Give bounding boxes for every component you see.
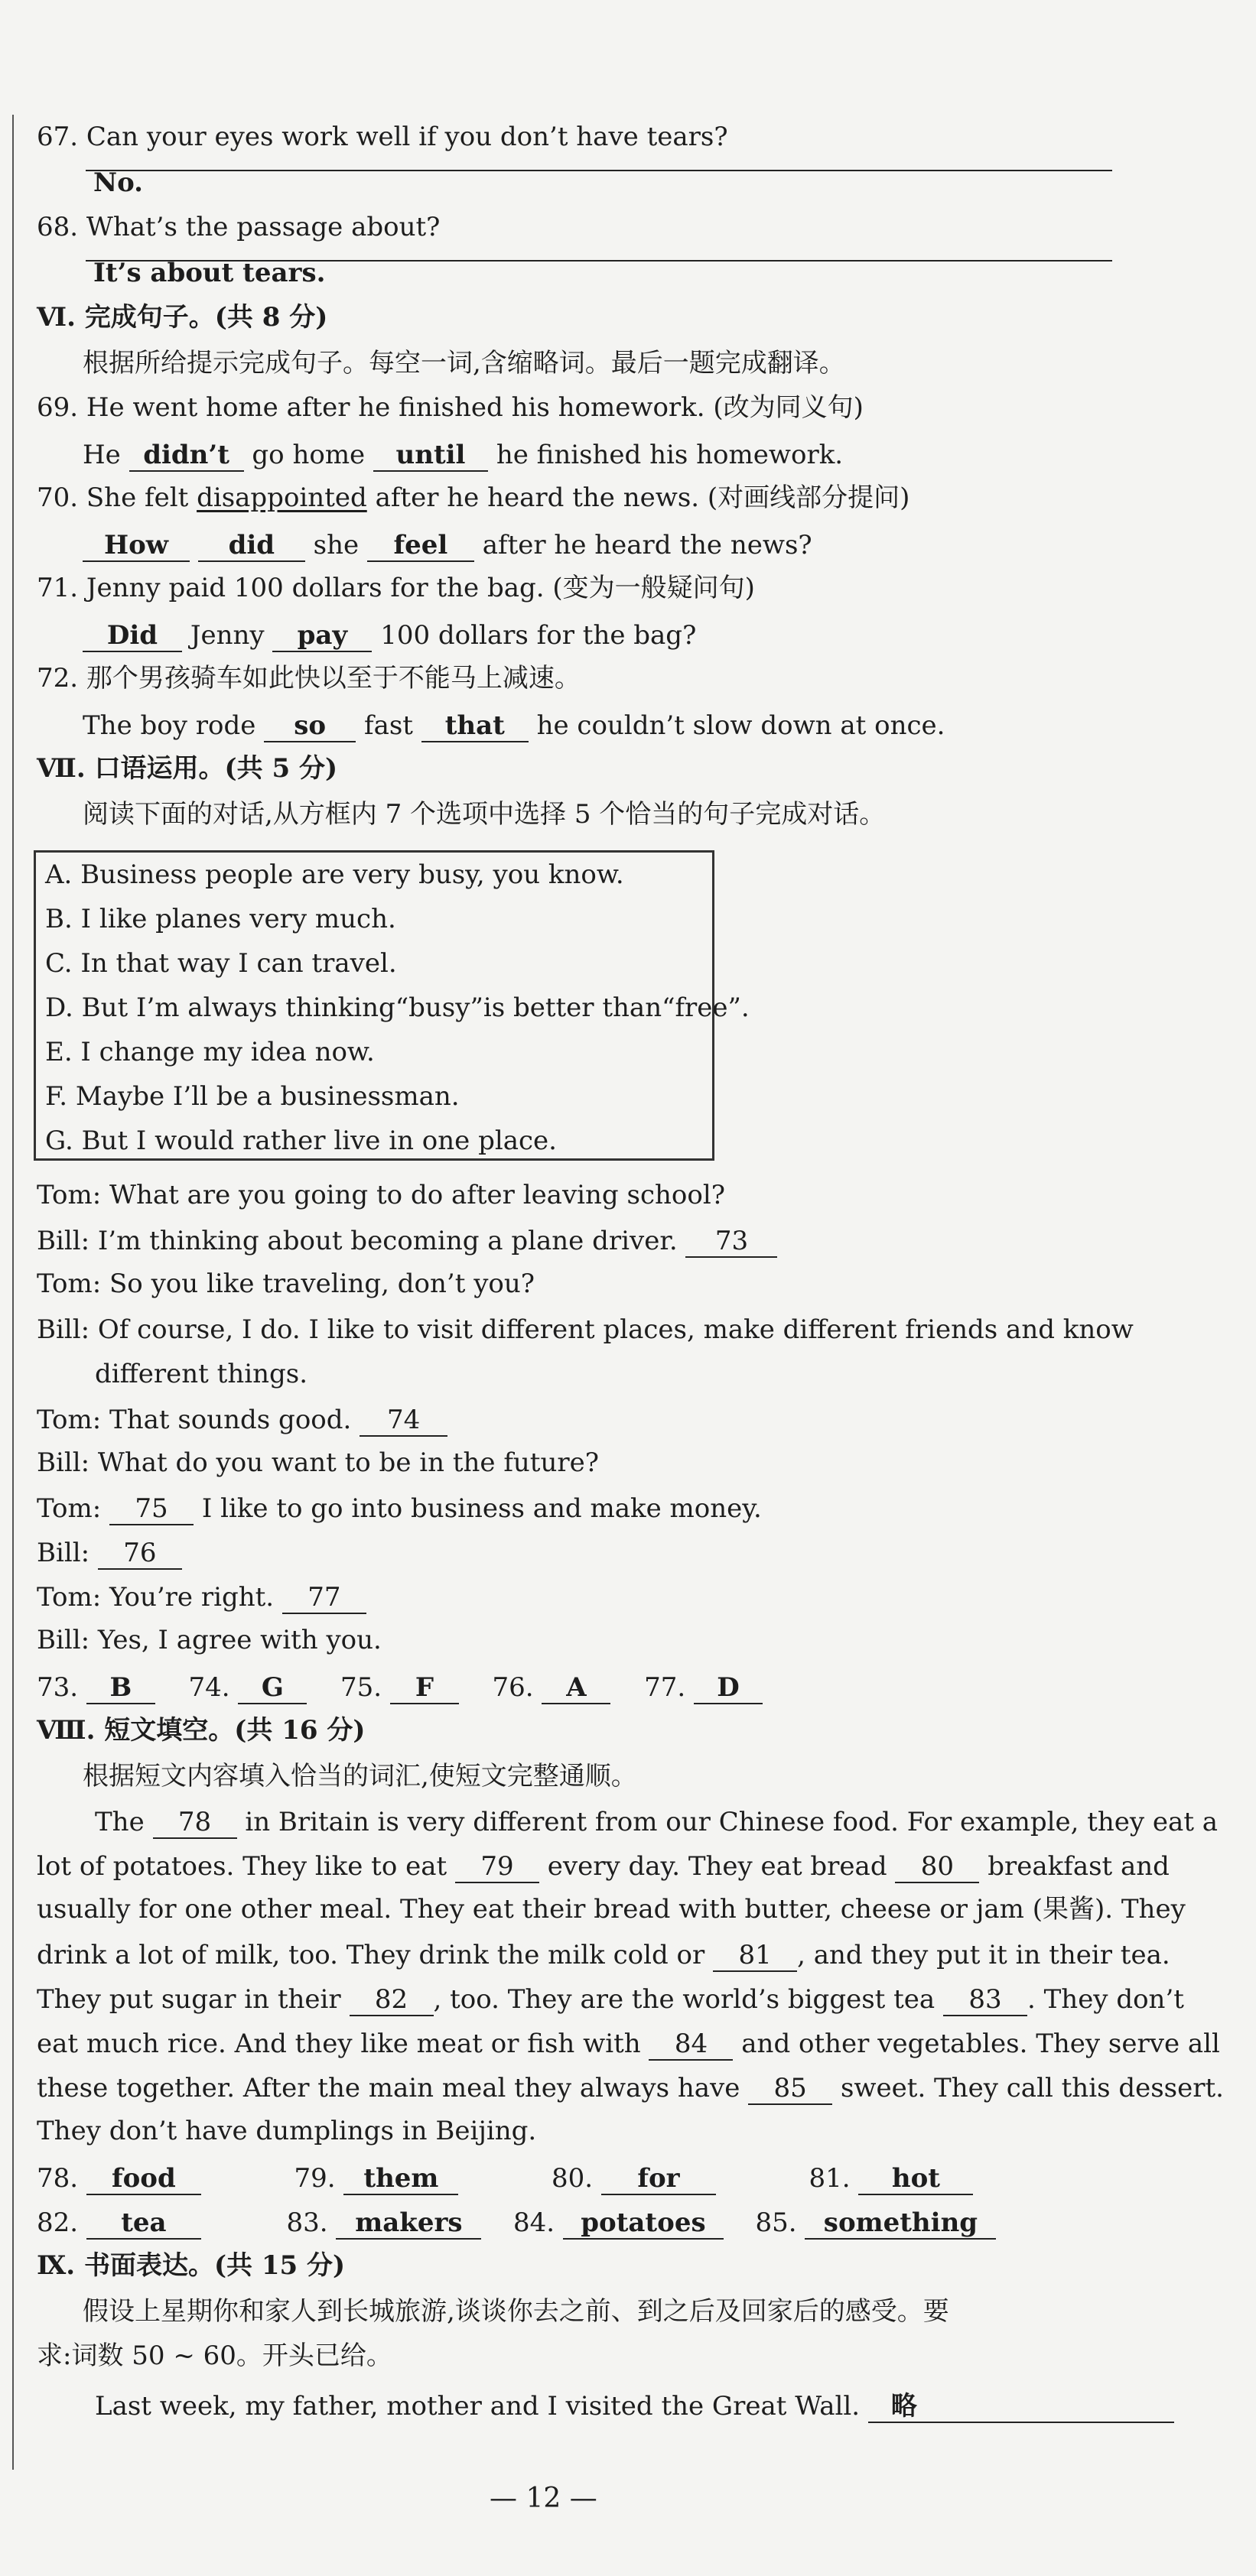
margin-line (12, 115, 14, 2470)
section-8-title: Ⅷ. 短文填空。(共 16 分) (37, 1715, 366, 1746)
blank: 82 (350, 1985, 434, 2016)
option-b: B. I like planes very much. (45, 904, 396, 934)
writing-answer: 略 (868, 2392, 1174, 2423)
blank: 81 (713, 1941, 797, 1972)
option-f: F. Maybe I’ll be a businessman. (45, 1081, 460, 1112)
answer: them (343, 2164, 458, 2195)
dialog-line: Tom: So you like traveling, don’t you? (37, 1269, 535, 1299)
answer: B (86, 1673, 155, 1704)
text: every day. They eat bread (547, 1851, 887, 1882)
answer-number: 76. (492, 1672, 534, 1703)
answer: potatoes (563, 2208, 724, 2240)
answer-number: 85. (755, 2207, 797, 2238)
options-box (34, 850, 750, 1161)
blank: pay (272, 621, 372, 652)
question-68 (37, 214, 440, 240)
answer-69 (83, 440, 843, 472)
text: He (83, 440, 121, 470)
answers-7 (37, 1673, 763, 1704)
underlined-word: disappointed (197, 482, 367, 513)
answers-8-row-1 (37, 2164, 973, 2195)
answers-8-row-2 (37, 2208, 996, 2240)
option-d: D. But I’m always thinking“busy”is better than“free”. (45, 992, 750, 1023)
answer: makers (336, 2208, 481, 2240)
answer-71 (83, 621, 696, 652)
blank: feel (367, 531, 474, 562)
text: Last week, my father, mother and I visited the Great Wall. (95, 2391, 861, 2422)
option-a: A. Business people are very busy, you know. (45, 859, 624, 890)
question-69: 69. He went home after he finished his homework. (改为同义句) (37, 392, 864, 423)
blank: 73 (685, 1226, 777, 1258)
text: , and they put it in their tea. (797, 1940, 1170, 1970)
answer: F (390, 1673, 459, 1704)
text: Bill: (37, 1538, 90, 1568)
passage-line: They don’t have dumplings in Beijing. (37, 2116, 537, 2146)
question-71: 71. Jenny paid 100 dollars for the bag. (变为一般疑问句) (37, 573, 755, 603)
answer: D (694, 1673, 763, 1704)
blank: until (373, 440, 488, 472)
text: drink a lot of milk, too. They drink the milk cold or (37, 1940, 705, 1970)
blank: 78 (153, 1808, 237, 1839)
text: , too. They are the world’s biggest tea (433, 1984, 935, 2015)
dialog-line (37, 1583, 366, 1614)
text: and other vegetables. They serve all (741, 2029, 1220, 2059)
answer-number: 79. (294, 2163, 336, 2194)
text: go home (252, 440, 366, 470)
answer-number: 75. (340, 1672, 382, 1703)
question-67 (37, 124, 728, 150)
text: They put sugar in their (37, 1984, 341, 2015)
answer: G (238, 1673, 307, 1704)
section-9-instructions-2: 求:词数 50 ~ 60。开头已给。 (37, 2340, 392, 2371)
passage-line (95, 1808, 1218, 1839)
answer-number: 82. (37, 2207, 79, 2238)
answer: for (601, 2164, 716, 2195)
section-7-title: Ⅶ. 口语运用。(共 5 分) (37, 753, 338, 784)
text: these together. After the main meal they always have (37, 2073, 740, 2103)
section-6-title: Ⅵ. 完成句子。(共 8 分) (37, 302, 328, 333)
dialog-line: different things. (95, 1359, 308, 1389)
answer-number: 78. (37, 2163, 79, 2194)
text: Jenny (190, 620, 265, 651)
text: Tom: You’re right. (37, 1582, 275, 1613)
text: 70. She felt (37, 482, 189, 513)
answer-number: 83. (286, 2207, 328, 2238)
dialog-line: Bill: Yes, I agree with you. (37, 1625, 382, 1655)
dialog-line (37, 1494, 762, 1525)
dialog-line (37, 1538, 182, 1570)
text: lot of potatoes. They like to eat (37, 1851, 447, 1882)
text: The boy rode (83, 710, 256, 741)
question-70 (37, 482, 910, 513)
answer-number: 84. (513, 2207, 555, 2238)
blank: Did (83, 621, 182, 652)
answer-number: 74. (188, 1672, 230, 1703)
answer: hot (858, 2164, 973, 2195)
text: after he heard the news? (482, 530, 812, 560)
passage-line (37, 1941, 1170, 1972)
dialog-line: Tom: What are you going to do after leaving school? (37, 1180, 725, 1210)
answer-number: 80. (552, 2163, 594, 2194)
section-8-instructions: 根据短文内容填入恰当的词汇,使短文完整通顺。 (83, 1761, 637, 1792)
answer-72 (83, 711, 945, 742)
page-number: — 12 — (490, 2483, 597, 2514)
passage-line: usually for one other meal. They eat their bread with butter, cheese or jam (果酱). They (37, 1894, 1186, 1925)
text: he finished his homework. (496, 440, 844, 470)
text: breakfast and (988, 1851, 1170, 1882)
question-72: 72. 那个男孩骑车如此快以至于不能马上减速。 (37, 663, 581, 694)
option-c: C. In that way I can travel. (45, 948, 397, 979)
section-7-instructions: 阅读下面的对话,从方框内 7 个选项中选择 5 个恰当的句子完成对话。 (83, 799, 886, 830)
option-g: G. But I would rather live in one place. (45, 1126, 557, 1156)
dialog-line (37, 1405, 447, 1437)
passage-line (37, 2074, 1224, 2105)
blank: 74 (360, 1405, 447, 1437)
text: fast (364, 710, 413, 741)
option-e: E. I change my idea now. (45, 1037, 375, 1067)
text: he couldn’t slow down at once. (536, 710, 945, 741)
answer-line-67 (86, 170, 1112, 171)
question-text: 67. Can your eyes work well if you don’t have tears? (37, 122, 728, 152)
text: after he heard the news. (对画线部分提问) (375, 482, 910, 513)
text: Tom: (37, 1493, 102, 1524)
answer: food (86, 2164, 201, 2195)
answer-70 (83, 531, 812, 562)
blank: 79 (455, 1852, 539, 1883)
blank: 77 (282, 1583, 366, 1614)
dialog-line: Bill: What do you want to be in the future? (37, 1447, 599, 1478)
passage-line (37, 1985, 1184, 2016)
answer: something (805, 2208, 996, 2240)
text: in Britain is very different from our Chinese food. For example, they eat a (245, 1807, 1219, 1837)
text: . They don’t (1027, 1984, 1184, 2015)
blank: 84 (649, 2029, 733, 2061)
blank: so (264, 711, 356, 742)
question-text: 68. What’s the passage about? (37, 212, 441, 242)
blank: 76 (98, 1538, 182, 1570)
passage-line (37, 1852, 1170, 1883)
text: she (313, 530, 360, 560)
blank: did (198, 531, 305, 562)
answer-number: 73. (37, 1672, 79, 1703)
writing-start (95, 2392, 1174, 2423)
section-6-instructions: 根据所给提示完成句子。每空一词,含缩略词。最后一题完成翻译。 (83, 348, 845, 378)
section-9-instructions-1: 假设上星期你和家人到长城旅游,谈谈你去之前、到之后及回家后的感受。要 (83, 2296, 949, 2327)
blank: 83 (943, 1985, 1027, 2016)
text: 100 dollars for the bag? (380, 620, 697, 651)
answer-68: It’s about tears. (93, 258, 326, 288)
blank: How (83, 531, 190, 562)
blank: didn’t (129, 440, 244, 472)
blank: that (421, 711, 529, 742)
answer: tea (86, 2208, 201, 2240)
text: Bill: I’m thinking about becoming a plane driver. (37, 1226, 678, 1256)
text: Tom: That sounds good. (37, 1405, 352, 1435)
blank: 75 (109, 1494, 194, 1525)
text: I like to go into business and make money. (201, 1493, 762, 1524)
blank: 80 (895, 1852, 979, 1883)
dialog-line: Bill: Of course, I do. I like to visit different places, make different friends and know (37, 1314, 1134, 1345)
text: eat much rice. And they like meat or fish with (37, 2029, 641, 2059)
answer-number: 81. (809, 2163, 851, 2194)
answer-number: 77. (644, 1672, 686, 1703)
answer: A (542, 1673, 610, 1704)
passage-line (37, 2029, 1220, 2061)
blank: 85 (748, 2074, 832, 2105)
section-9-title: Ⅸ. 书面表达。(共 15 分) (37, 2250, 346, 2281)
text: sweet. They call this dessert. (840, 2073, 1224, 2103)
answer-67: No. (93, 167, 143, 198)
dialog-line (37, 1226, 777, 1258)
text: The (95, 1807, 145, 1837)
